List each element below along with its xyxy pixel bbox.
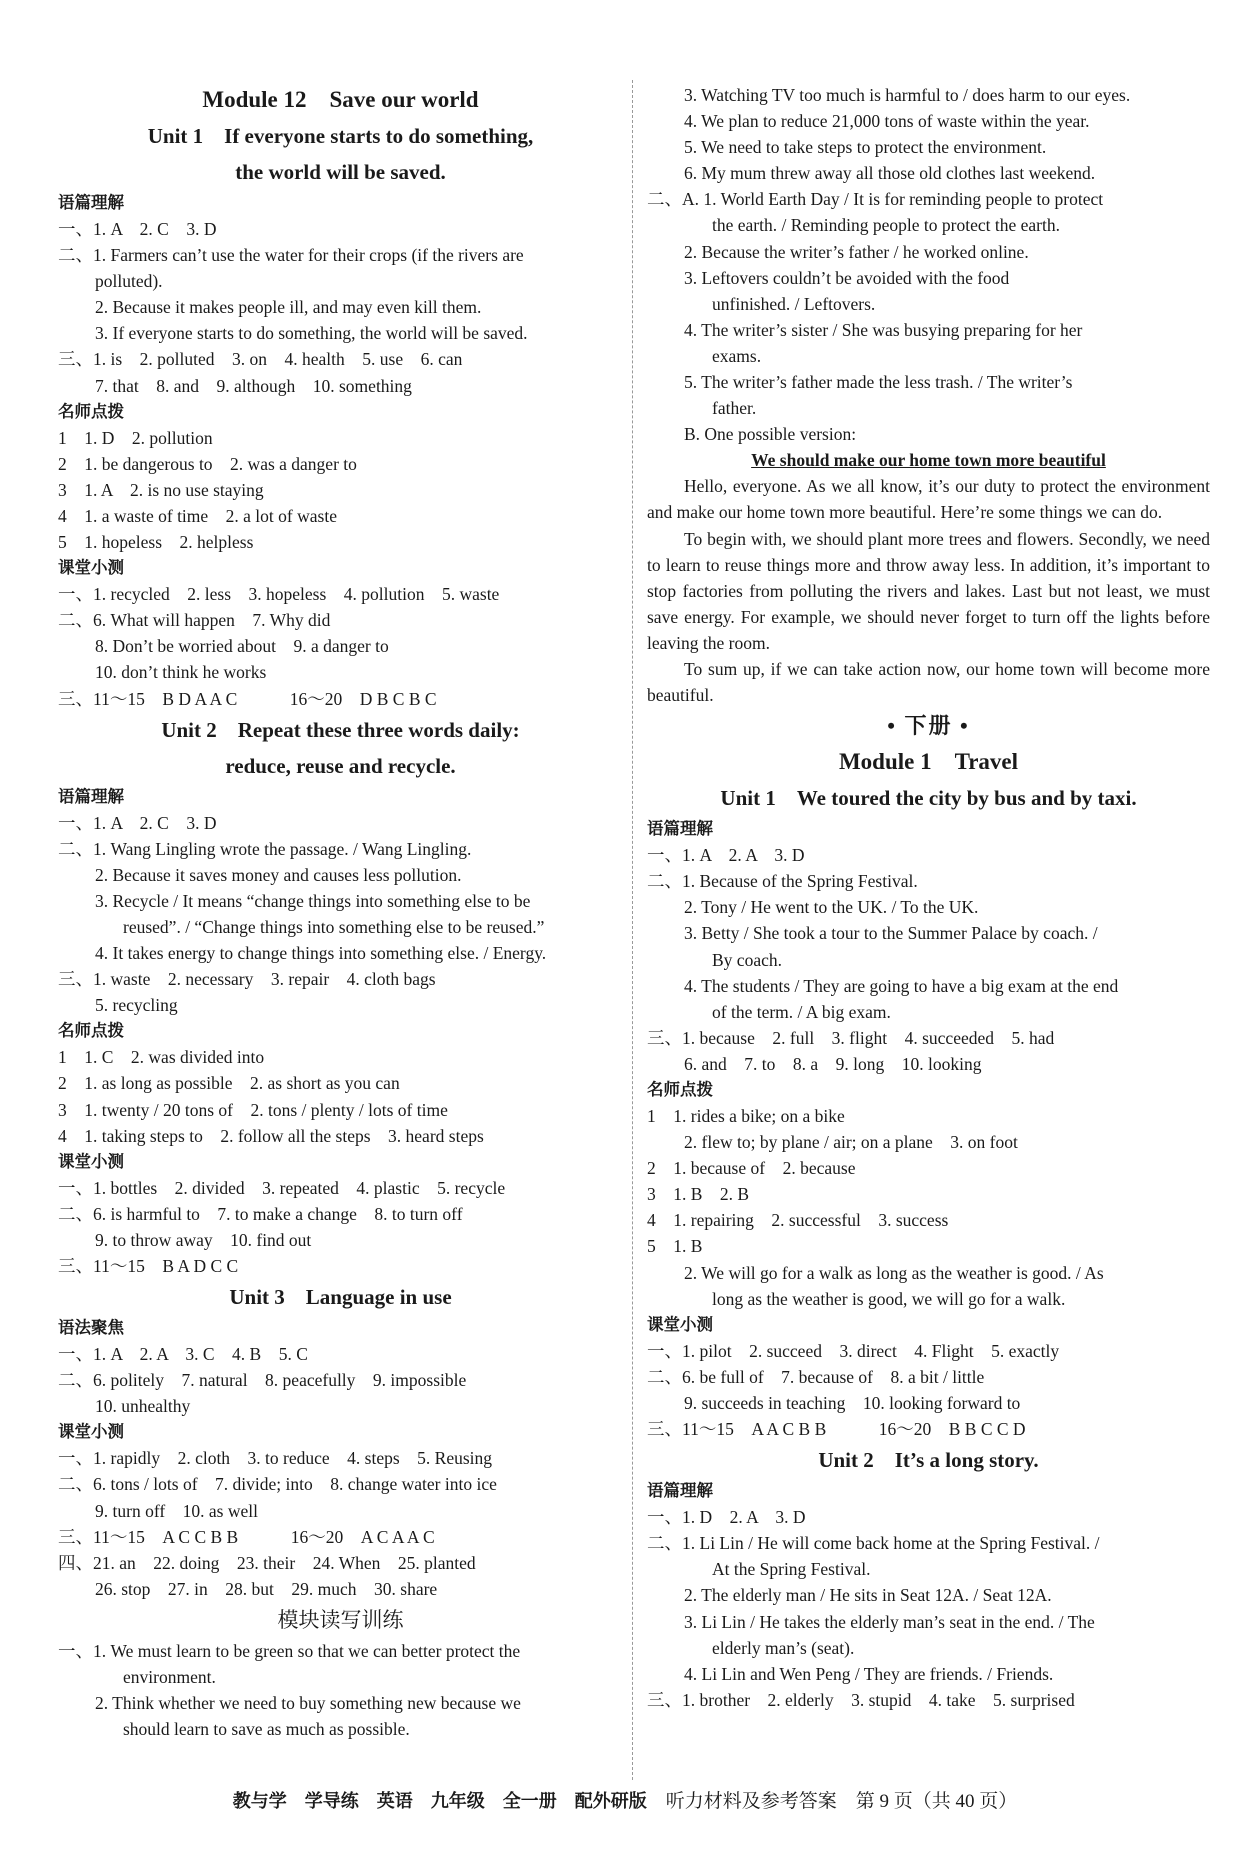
answer-line: 2. Tony / He went to the UK. / To the UK. [684, 897, 979, 918]
answer-line: 四、21. an 22. doing 23. their 24. When 25. planted [58, 1552, 476, 1573]
answer-line-continued: long as the weather is good, we will go for a walk. [712, 1288, 1066, 1309]
answer-line: 2 1. because of 2. because [647, 1158, 856, 1179]
section-label: 语篇理解 [58, 786, 124, 806]
module-heading: Module 1 Travel [838, 749, 1019, 775]
answer-line-continued: unfinished. / Leftovers. [712, 293, 876, 314]
answer-line-continued: At the Spring Festival. [712, 1559, 871, 1580]
answer-line: 3 1. twenty / 20 tons of 2. tons / plenty / lots of time [58, 1099, 448, 1120]
answer-line: 2. Because it saves money and causes less pollution. [95, 864, 462, 885]
answer-line: 26. stop 27. in 28. but 29. much 30. share [95, 1578, 438, 1599]
section-label: 课堂小测 [647, 1314, 713, 1334]
answer-line: 5. We need to take steps to protect the environment. [684, 137, 1047, 158]
right-column [647, 82, 1210, 1713]
answer-line: 2. Because the writer’s father / he worked online. [684, 241, 1029, 262]
answer-line: 4. It takes energy to change things into something else. / Energy. [95, 943, 547, 964]
answer-line-continued: environment. [123, 1667, 216, 1688]
answer-line: 二、6. be full of 7. because of 8. a bit / little [647, 1366, 985, 1387]
answer-line-continued: elderly man’s (seat). [712, 1637, 855, 1658]
section-label: 名师点拨 [58, 401, 124, 421]
answer-line: 一、1. D 2. A 3. D [647, 1507, 806, 1528]
answer-line: 三、11～15 A C C B B 16～20 A C A A C [58, 1526, 435, 1547]
answer-line: 5 1. B [647, 1236, 703, 1257]
answer-line: 3. Recycle / It means “change things into something else to be [95, 890, 531, 911]
section-label: 语法聚焦 [58, 1318, 124, 1338]
answer-line: 3. Leftovers couldn’t be avoided with the food [684, 267, 1010, 288]
answer-line: 2. The elderly man / He sits in Seat 12A. / Seat 12A. [684, 1585, 1052, 1606]
answer-line: 2. We will go for a walk as long as the weather is good. / As [684, 1262, 1104, 1283]
answer-line: 1 1. C 2. was divided into [58, 1047, 265, 1068]
essay-paragraph: To begin with, we should plant more trees and flowers. Secondly, we need to learn to reuse things more and throw away less. In addition, it’s important to stop factories from polluting the rivers and lakes. Last but not least, we must save energy. For example, we should never forget to turn off the lights before leaving the room. [647, 528, 1210, 653]
answer-line: 10. unhealthy [95, 1396, 191, 1417]
answer-line: 8. Don’t be worried about 9. a danger to [95, 636, 389, 657]
answer-line: 三、1. is 2. polluted 3. on 4. health 5. use 6. can [58, 349, 463, 370]
answer-line: 3 1. B 2. B [647, 1184, 750, 1205]
answer-line: 二、6. What will happen 7. Why did [58, 610, 331, 631]
answer-line: 一、1. rapidly 2. cloth 3. to reduce 4. steps 5. Reusing [58, 1448, 493, 1469]
page-footer [0, 1786, 1250, 1813]
answer-line: 4. We plan to reduce 21,000 tons of waste within the year. [684, 111, 1090, 132]
answer-line: 9. turn off 10. as well [95, 1500, 258, 1521]
answer-line: 三、11～15 B A D C C [58, 1256, 239, 1276]
answer-line-continued: father. [712, 398, 757, 419]
answer-line: 3. Watching TV too much is harmful to / does harm to our eyes. [684, 85, 1131, 105]
answer-line: 二、1. Wang Lingling wrote the passage. / Wang Lingling. [58, 838, 472, 859]
answer-line-continued: By coach. [712, 949, 782, 970]
answer-line: 9. succeeds in teaching 10. looking forward to [684, 1392, 1021, 1413]
answer-line-continued: the earth. / Reminding people to protect the earth. [712, 215, 1060, 236]
answer-line: 3. If everyone starts to do something, the world will be saved. [95, 323, 528, 344]
answer-line: 一、1. A 2. A 3. D [647, 845, 805, 866]
answer-line: B. One possible version: [684, 424, 857, 445]
answer-line: 一、1. bottles 2. divided 3. repeated 4. plastic 5. recycle [58, 1177, 506, 1198]
answer-line: 二、6. tons / lots of 7. divide; into 8. change water into ice [58, 1474, 497, 1495]
answer-line: 4 1. a waste of time 2. a lot of waste [58, 505, 337, 526]
unit-heading: Unit 1 If everyone starts to do something, [147, 124, 534, 148]
answer-line: 二、6. politely 7. natural 8. peacefully 9. impossible [58, 1370, 467, 1391]
footer-page-info: 听力材料及参考答案 第 9 页（共 40 页） [646, 1791, 1018, 1812]
answer-line: 一、1. A 2. A 3. C 4. B 5. C [58, 1344, 308, 1365]
unit-heading: Unit 1 We toured the city by bus and by taxi. [720, 786, 1137, 811]
answer-line: 5 1. hopeless 2. helpless [58, 532, 254, 553]
answer-line: 二、6. is harmful to 7. to make a change 8. to turn off [58, 1203, 463, 1224]
section-label: 名师点拨 [58, 1021, 124, 1041]
essay-paragraph: To sum up, if we can take action now, our home town will become more beautiful. [647, 658, 1210, 706]
answer-line: 4 1. repairing 2. successful 3. success [647, 1210, 949, 1231]
section-label: 课堂小测 [58, 558, 124, 578]
unit-heading: reduce, reuse and recycle. [225, 753, 456, 778]
answer-line: 5. recycling [95, 995, 178, 1016]
answer-line: 2. Because it makes people ill, and may even kill them. [95, 297, 482, 318]
answer-line: 4 1. taking steps to 2. follow all the steps 3. heard steps [58, 1125, 484, 1146]
answer-line: 4. The students / They are going to have a big exam at the end [684, 975, 1119, 996]
column-divider [632, 80, 633, 1780]
answer-line: 4. The writer’s sister / She was busying preparing for her [684, 319, 1083, 340]
section-label: 课堂小测 [58, 1151, 124, 1171]
answer-line: 5. The writer’s father made the less trash. / The writer’s [684, 372, 1073, 393]
answer-line: 1 1. D 2. pollution [58, 427, 213, 448]
answer-line: 一、1. A 2. C 3. D [58, 219, 217, 239]
module-heading: Module 12 Save our world [202, 87, 479, 112]
section-label: 语篇理解 [647, 1481, 713, 1501]
answer-line: 3. Li Lin / He takes the elderly man’s seat in the end. / The [684, 1611, 1095, 1632]
section-label: 语篇理解 [647, 819, 713, 839]
answer-line: 二、1. Because of the Spring Festival. [647, 871, 918, 892]
answer-line: 1 1. rides a bike; on a bike [647, 1106, 845, 1126]
section-label: 语篇理解 [58, 193, 124, 212]
answer-line: 三、1. brother 2. elderly 3. stupid 4. take 5. surprised [647, 1689, 1075, 1710]
unit-heading: Unit 2 It’s a long story. [818, 1448, 1039, 1473]
answer-line: 10. don’t think he works [95, 662, 267, 683]
answer-line-continued: of the term. / A big exam. [712, 1001, 891, 1022]
footer-book-title: 教与学 学导练 英语 九年级 全一册 配外研版 [232, 1791, 647, 1812]
answer-line: 2. Think whether we need to buy something new because we [95, 1693, 521, 1714]
answer-line-continued: reused”. / “Change things into something else to be reused.” [123, 916, 545, 937]
answer-line: 2 1. be dangerous to 2. was a danger to [58, 453, 357, 474]
answer-line: 一、1. pilot 2. succeed 3. direct 4. Flight 5. exactly [647, 1340, 1060, 1361]
essay-paragraph: Hello, everyone. As we all know, it’s our duty to protect the environment and make our home town more beautiful. Here’re some things we can do. [647, 476, 1210, 523]
answer-line-continued: should learn to save as much as possible. [123, 1719, 410, 1740]
answer-line: 三、1. waste 2. necessary 3. repair 4. cloth bags [58, 969, 436, 990]
answer-line: 7. that 8. and 9. although 10. something [95, 375, 412, 396]
answer-line: 三、11～15 A A C B B 16～20 B B C C D [647, 1419, 1026, 1440]
essay-title: We should make our home town more beautiful [751, 450, 1106, 471]
unit-heading: Unit 2 Repeat these three words daily: [161, 717, 520, 742]
answer-line: 三、11～15 B D A A C 16～20 D B C B C [58, 688, 437, 709]
answer-line: 3 1. A 2. is no use staying [58, 479, 264, 500]
unit-heading: Unit 3 Language in use [229, 1285, 452, 1310]
answer-line: 三、1. because 2. full 3. flight 4. succeeded 5. had [647, 1027, 1055, 1048]
answer-line: 2. flew to; by plane / air; on a plane 3. on foot [684, 1132, 1018, 1153]
section-label: 名师点拨 [647, 1080, 713, 1099]
answer-line: 4. Li Lin and Wen Peng / They are friends. / Friends. [684, 1663, 1054, 1684]
left-column [58, 82, 623, 1742]
unit-heading: the world will be saved. [235, 160, 446, 184]
answer-line-continued: exams. [712, 345, 762, 366]
answer-line: 二、1. Farmers can’t use the water for their crops (if the rivers are [58, 245, 524, 266]
answer-line: 二、A. 1. World Earth Day / It is for reminding people to protect [647, 189, 1104, 210]
answer-line: 3. Betty / She took a tour to the Summer Palace by coach. / [684, 923, 1098, 944]
section-heading: 模块读写训练 [277, 1607, 404, 1632]
section-label: 课堂小测 [58, 1422, 124, 1442]
answer-line: 一、1. We must learn to be green so that we can better protect the [58, 1640, 521, 1661]
volume-heading: • 下册 • [887, 713, 970, 739]
answer-line: 一、1. recycled 2. less 3. hopeless 4. pollution 5. waste [58, 584, 500, 605]
answer-line: 二、1. Li Lin / He will come back home at the Spring Festival. / [647, 1533, 1100, 1554]
answer-line: 一、1. A 2. C 3. D [58, 812, 217, 833]
answer-line: 6. and 7. to 8. a 9. long 10. looking [684, 1053, 982, 1074]
answer-line: 9. to throw away 10. find out [95, 1229, 312, 1250]
answer-line: 2 1. as long as possible 2. as short as you can [58, 1073, 400, 1094]
answer-line: 6. My mum threw away all those old clothes last weekend. [684, 163, 1096, 184]
answer-line: polluted). [95, 271, 163, 292]
